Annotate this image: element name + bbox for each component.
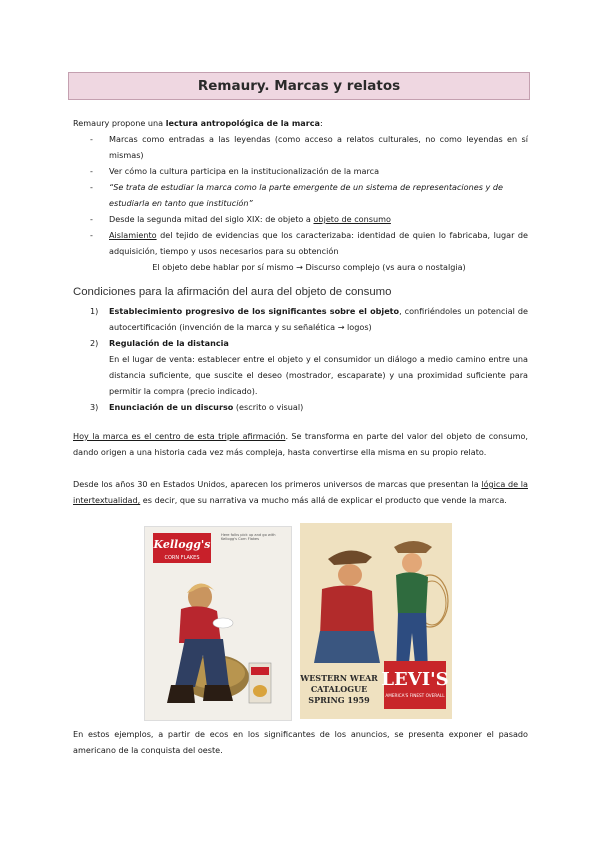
para1-underlined: Hoy la marca es el centro de esta triple afirmación xyxy=(73,431,286,441)
numbered-text: (escrito o visual) xyxy=(233,402,304,412)
bullet-marker: - xyxy=(90,166,93,176)
bullet-item xyxy=(90,227,528,259)
bullet-item xyxy=(90,131,528,163)
bullet-marker: - xyxy=(90,182,93,192)
paragraph-intertextuality xyxy=(73,476,528,508)
para1-text: . Se transforma en parte del valor del objeto de consumo, dando origen a una historia cada vez más compleja, hasta convertirse ella misma en su propio relato. xyxy=(73,431,528,457)
numbered-item xyxy=(90,303,528,335)
intro-suffix: : xyxy=(319,118,323,128)
bullet-item xyxy=(90,179,528,211)
numbered-bold: Enunciación de un discurso xyxy=(109,402,234,412)
bullet-text: Marcas como entradas a las leyendas (como acceso a relatos culturales, no como leyendas en sí mismas) xyxy=(109,134,528,160)
levis-ad-illustration xyxy=(300,523,452,719)
levis-ad-image xyxy=(300,523,452,719)
levis-catalog-line1: WESTERN WEAR xyxy=(300,673,378,683)
paragraph-triple-affirmation xyxy=(73,428,528,460)
numbered-item xyxy=(90,335,528,399)
page-title: Remaury. Marcas y relatos xyxy=(197,78,401,94)
levis-catalog-line2: CATALOGUE xyxy=(310,684,368,694)
bullet-text: Desde la segunda mitad del siglo XIX: de objeto a xyxy=(109,214,314,224)
bullet-item xyxy=(90,211,528,227)
levis-catalog-line3: SPRING 1959 xyxy=(308,695,370,705)
numbered-item xyxy=(90,399,528,415)
number-marker: 3) xyxy=(90,402,99,412)
center-note: El objeto debe hablar por sí mismo → Discurso complejo (vs aura o nostalgia) xyxy=(152,262,466,272)
numbered-text: , confiriéndoles un potencial de autocertificación (invención de la marca y su señalética → logos) xyxy=(109,306,528,332)
bullet-marker: - xyxy=(90,230,93,240)
kelloggs-product: CORN FLAKES xyxy=(164,555,200,561)
intro-bold: lectura antropológica de la marca xyxy=(165,118,320,128)
intro-prefix: Remaury propone una xyxy=(73,118,166,128)
para2-prefix: Desde los años 30 en Estados Unidos, aparecen los primeros universos de marcas que presentan la xyxy=(73,479,482,489)
kelloggs-ad-copy: Here folks pick up and go with Kellogg's Corn Flakes xyxy=(221,533,276,542)
title-box xyxy=(68,72,530,100)
numbered-bold: Regulación de la distancia xyxy=(109,338,229,348)
bullet-underlined: Aislamiento xyxy=(109,230,157,240)
bullet-underlined: objeto de consumo xyxy=(313,214,391,224)
bullet-marker: - xyxy=(90,214,93,224)
bullet-text: Ver cómo la cultura participa en la institucionalización de la marca xyxy=(109,166,380,176)
section-heading: Condiciones para la afirmación del aura del objeto de consumo xyxy=(73,286,392,298)
closing-paragraph: En estos ejemplos, a partir de ecos en los significantes de los anuncios, se presenta exponer el pasado americano de la conquista del oeste. xyxy=(73,729,528,755)
bullet-marker: - xyxy=(90,134,93,144)
bullet-text: del tejido de evidencias que los caracterizaba: identidad de quien lo fabricaba, lugar de adquisición, tiempo y usos necesarios para su obtención xyxy=(109,230,528,256)
levis-logo: LEVI'S xyxy=(381,669,449,690)
para2-underlined: lógica de la intertextualidad, xyxy=(73,479,528,505)
intro-paragraph xyxy=(73,115,528,131)
bullet-item xyxy=(90,163,528,179)
kelloggs-ad-illustration xyxy=(145,527,291,720)
numbered-text: En el lugar de venta: establecer entre el objeto y el consumidor un diálogo a medio camino entre una distancia suficiente, que suscite el deseo (mostrador, escaparate) y una proximidad suficiente para permitir la compra (precio indicado). xyxy=(109,354,528,396)
number-marker: 2) xyxy=(90,338,99,348)
bullet-quote: “Se trata de estudiar la marca como la parte emergente de un sistema de representaciones y de estudiarla en tanto que institución” xyxy=(109,182,504,208)
levis-sub: AMERICA'S FINEST OVERALL xyxy=(385,693,445,698)
numbered-bold: Establecimiento progresivo de los significantes sobre el objeto xyxy=(109,306,400,316)
kelloggs-logo: Kellogg's xyxy=(153,538,211,551)
para2-suffix: es decir, que su narrativa va mucho más allá de explicar el producto que vende la marca. xyxy=(140,495,507,505)
number-marker: 1) xyxy=(90,306,99,316)
kelloggs-ad-image xyxy=(144,526,292,721)
